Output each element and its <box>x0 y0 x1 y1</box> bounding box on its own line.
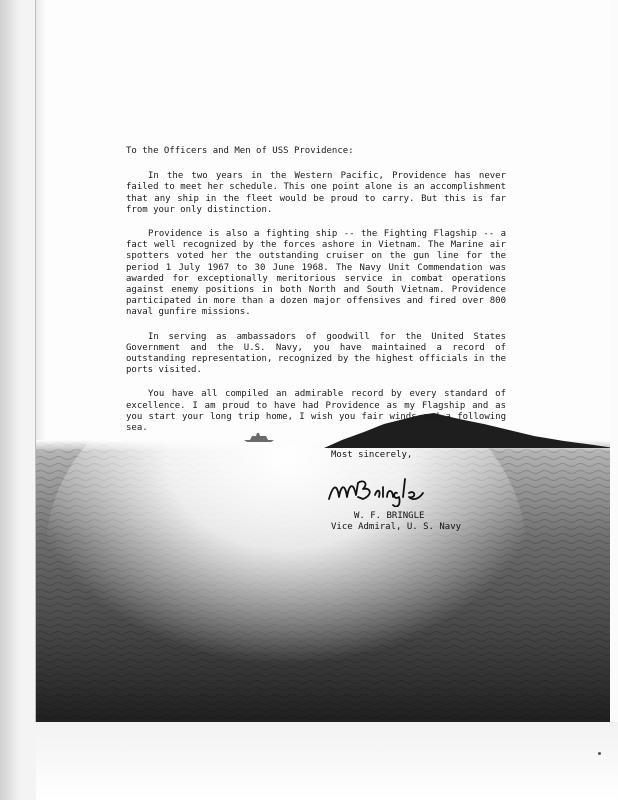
letter-closing <box>331 450 561 533</box>
signer-title: Vice Admiral, U. S. Navy <box>331 522 462 532</box>
scan-speck <box>598 752 601 755</box>
paragraph-goodwill: In serving as ambassadors of goodwill for the United States Government and the U.S. Navy, you have maintained a record of outstanding representation, recognized by the highest officials in the ports visited. <box>126 331 506 376</box>
paragraph-schedule: In the two years in the Western Pacific, Providence has never failed to meet her schedule. This one point alone is an accomplishment that any ship in the fleet would be proud to carry. But this is far from your only distinction. <box>126 171 506 215</box>
letter-body <box>126 146 506 447</box>
paragraph-fighting-ship: Providence is also a fighting ship -- the Fighting Flagship -- a fact well recognized by the forces ashore in Vietnam. The Marine air spotters voted her the outstanding cruiser on the gun line for the period 1 July 1967 to 30 June 1968. The Navy Unit Commendation was awarded for exceptionally meritorious service in combat operations against enemy positions in both North and South Vietnam. Providence participated in more than a dozen major offensives and fired over 800 naval gunfire missions. <box>126 229 506 318</box>
handwritten-signature <box>327 475 447 507</box>
paragraph-farewell: You have all compiled an admirable record by every standard of excellence. I am proud to have had Providence as my Flagship and as you start your long trip home, I wish you fair winds and a following sea. <box>126 389 506 434</box>
closing-text: Most sincerely, <box>331 450 413 460</box>
salutation: To the Officers and Men of USS Providence: <box>126 146 354 156</box>
page-bottom-margin <box>36 722 618 800</box>
signer-name: W. F. BRINGLE <box>354 511 425 521</box>
